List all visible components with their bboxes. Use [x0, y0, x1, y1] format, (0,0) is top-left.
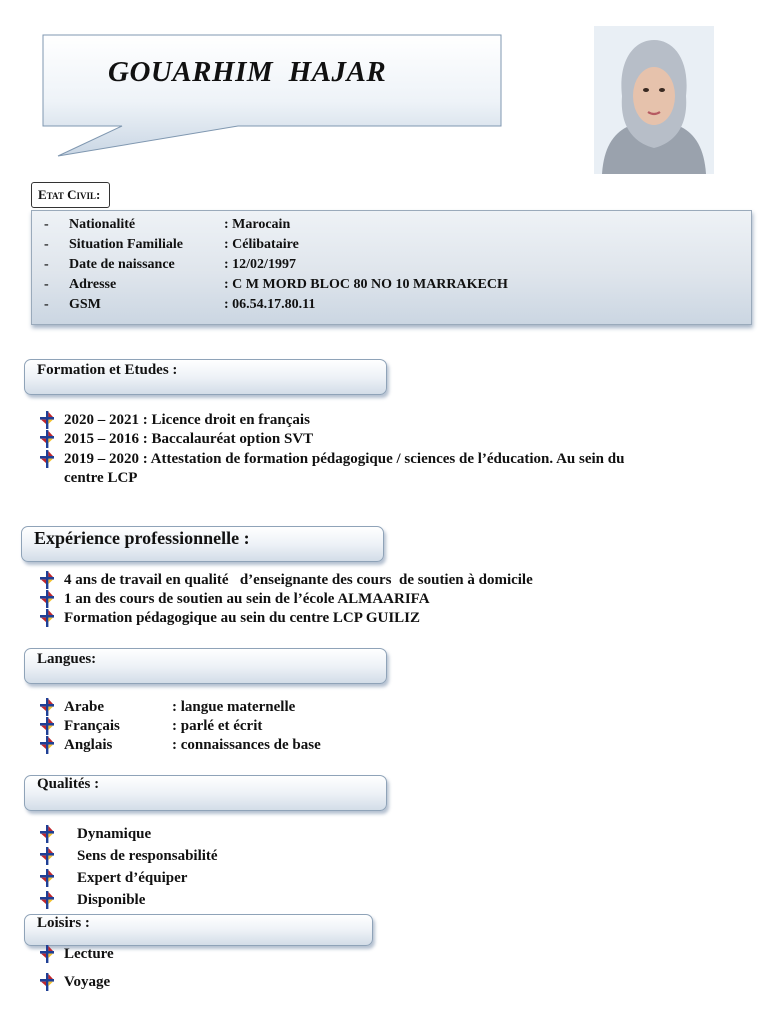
- section-title: Langues:: [37, 651, 97, 667]
- section-title: Qualités :: [37, 776, 100, 792]
- row-value: : 12/02/1997: [224, 257, 296, 272]
- row-dash: -: [44, 257, 49, 272]
- bullet-icon: [40, 847, 54, 865]
- bullet-icon: [40, 825, 54, 843]
- bullet-icon: [40, 973, 54, 991]
- row-dash: -: [44, 297, 49, 312]
- langues-header: [24, 648, 387, 684]
- row-value: : Célibataire: [224, 237, 299, 252]
- profile-photo: [594, 26, 714, 174]
- row-dash: -: [44, 277, 49, 292]
- qualites-header: [24, 775, 387, 811]
- formation-header: [24, 359, 387, 395]
- row-value: : Marocain: [224, 217, 291, 232]
- experience-header: [21, 526, 384, 562]
- bullet-icon: [40, 450, 54, 468]
- row-value: : 06.54.17.80.11: [224, 297, 316, 312]
- bullet-icon: [40, 869, 54, 887]
- row-key: Nationalité: [69, 217, 136, 232]
- loisirs-header: [24, 914, 373, 946]
- bullet-icon: [40, 698, 54, 716]
- section-title: Loisirs :: [37, 915, 90, 931]
- row-dash: -: [44, 217, 49, 232]
- section-title: Expérience professionnelle :: [34, 528, 250, 548]
- candidate-name: GOUARHIM HAJAR: [108, 56, 387, 88]
- etat-civil-label: Etat Civil:: [31, 182, 110, 208]
- row-value: : C M MORD BLOC 80 NO 10 MARRAKECH: [224, 277, 508, 292]
- row-key: Situation Familiale: [69, 237, 183, 252]
- bullet-icon: [40, 411, 54, 429]
- bullet-icon: [40, 945, 54, 963]
- bullet-icon: [40, 590, 54, 608]
- bullet-icon: [40, 571, 54, 589]
- row-key: GSM: [69, 297, 101, 312]
- section-title: Formation et Etudes :: [37, 362, 178, 378]
- bullet-icon: [40, 430, 54, 448]
- callout-shape: [40, 30, 510, 160]
- bullet-icon: [40, 717, 54, 735]
- bullet-icon: [40, 891, 54, 909]
- list-item-continuation: centre LCP: [64, 470, 138, 486]
- row-key: Adresse: [69, 277, 117, 292]
- etat-civil-box: [31, 210, 752, 325]
- bullet-icon: [40, 736, 54, 754]
- row-dash: -: [44, 237, 49, 252]
- name-callout: [40, 30, 510, 160]
- row-key: Date de naissance: [69, 257, 175, 272]
- bullet-icon: [40, 609, 54, 627]
